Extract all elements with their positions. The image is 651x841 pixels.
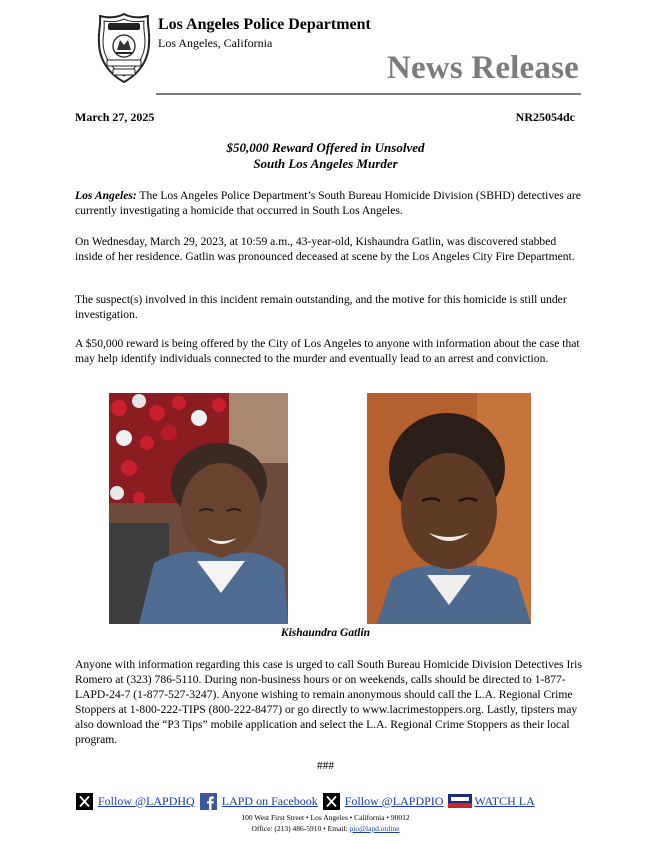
news-release-title: News Release <box>386 50 579 86</box>
headline-line-1: $50,000 Reward Offered in Unsolved <box>226 140 425 155</box>
office-phone: Office: (213) 486-5910 • Email: <box>251 824 350 833</box>
paragraph-contact: Anyone with information regarding this case is urged to call South Bureau Homicide Division Detectives Iris Romero at (323) 786-5110. During non-business hours or on weekends, calls should be directed to 1-877-LAPD-24-7 (1-877-527-3247). Anyone wishing to remain anonymous should call the L.A. Regional Crime Stoppers at 1-800-222-TIPS (800-222-8477) or go directly to www.lacrimestoppers.org. Lastly, tipsters may also download the “P3 Tips” mobile application and select the L.A. Regional Crime Stoppers as their local program. <box>75 658 582 746</box>
photo-caption: Kishaundra Gatlin <box>280 627 371 639</box>
follow-lapdpio-link[interactable]: Follow @LAPDPIO <box>344 793 444 808</box>
x-icon[interactable] <box>76 793 93 810</box>
header-rule <box>156 93 581 95</box>
paragraph-intro <box>75 188 585 218</box>
org-name: Los Angeles Police Department <box>158 16 371 33</box>
social-links <box>76 792 535 810</box>
paragraph-intro-text: The Los Angeles Police Department’s South Bureau Homicide Division (SBHD) detectives are currently investigating a homicide that occurred in South Los Angeles. <box>75 189 581 217</box>
headline-line-2: South Los Angeles Murder <box>253 156 398 171</box>
watch-la-icon[interactable] <box>448 794 472 808</box>
footer-address <box>0 812 651 834</box>
watch-la-link[interactable]: WATCH LA <box>474 793 535 808</box>
paragraph-reward: A $50,000 reward is being offered by the City of Los Angeles to anyone with information about the case that may help identify individuals connected to the murder and eventually lead to an arrest and conviction. <box>75 337 580 365</box>
paragraph-incident: On Wednesday, March 29, 2023, at 10:59 a.m., 43-year-old, Kishaundra Gatlin, was discovered stabbed inside of her residence. Gatlin was pronounced deceased at scene by the Los Angeles City Fire Department. <box>75 235 575 263</box>
facebook-icon[interactable] <box>200 793 217 810</box>
paragraph-suspect: The suspect(s) involved in this incident remain outstanding, and the motive for this homicide is still under investigation. <box>75 293 567 321</box>
dateline: Los Angeles: <box>75 189 137 202</box>
x-icon[interactable] <box>323 793 340 810</box>
release-date: March 27, 2025 <box>75 110 155 124</box>
end-mark: ### <box>316 760 335 772</box>
headline <box>75 140 576 172</box>
lapd-badge-logo <box>95 12 153 84</box>
email-link[interactable]: pio@lapd.online <box>349 824 400 833</box>
address-line: 100 West First Street • Los Angeles • California • 90012 <box>241 813 410 822</box>
office-line <box>0 823 651 834</box>
follow-lapdhq-link[interactable]: Follow @LAPDHQ <box>98 793 195 808</box>
lapd-facebook-link[interactable]: LAPD on Facebook <box>221 793 318 808</box>
victim-photo-right <box>367 393 531 624</box>
org-city: Los Angeles, California <box>158 36 273 50</box>
victim-photo-left <box>109 393 288 624</box>
release-number: NR25054dc <box>515 110 575 124</box>
